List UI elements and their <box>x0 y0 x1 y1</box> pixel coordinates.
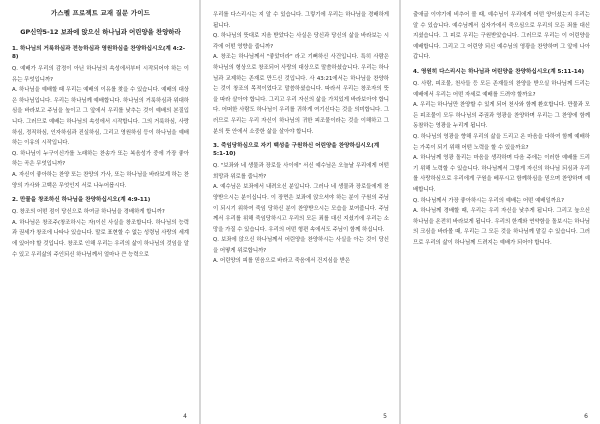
answer-text: A. 하나님께 영광 돌리는 마음을 생각하며 다음 주에는 이러한 예배를 드리기 위해 노력할 수 있습니다. 하나님께서 그렇게 자신의 하나님 되심과 우리를 사랑하심으로 우리에게 구원을 베푸시고 함께하심을 믿으며 찬양하며 예배합니다. <box>413 155 590 193</box>
answer-text: A. 예수님은 보좌에서 내려오신 분입니다. 그러나 네 생물과 장로들에게 찬양받으시는 분이십니다. 이 장면은 보좌에 앉으셔야 하는 분이 구원의 주님이 되시기 위하여 죽임 당하신 분이 찬양받으시는 모습을 보여줍니다. 주님께서 우리를 위해 죽임당하시고 우리의 모든 죄를 대신 지셨기에 우리는 소망을 가질 수 있습니다. 우리의 어떤 형편 속에서도 주님이 함께 하십니다. <box>213 184 389 233</box>
answer-text: A. 창조는 하나님께서 "좋았더라" 라고 기뻐하신 사건입니다. 특히 사람은 하나님의 형상으로 창조되어 사랑의 대상으로 말씀하셨습니다. 우리는 하나님과 교제하는 존재로 만드신 것입니다. 사 43:21에서는 하나님을 찬양하는 것이 창조의 목적이었다고 말씀하셨습니다. 따라서 우리는 창조자의 뜻을 따라 살아야 합니다. 그리고 우리 자신의 삶을 가치있게 바라보아야 합니다. 어떠한 사람도 하나님이 우리를 귀하게 여기신다는 것을 의미합니다. 그러므로 우리는 우리 자신이 하나님의 귀한 피조물이라는 것을 이해하고 그분의 뜻 안에서 소중한 삶을 살아야 합니다. <box>213 54 389 135</box>
page-5 <box>201 0 399 424</box>
question-text: Q. "보좌와 네 생물과 장로들 사이에" 서신 예수님은 오늘날 우리에게 어떤 희망과 위로를 줍니까? <box>213 163 389 180</box>
page-number: 6 <box>584 413 588 420</box>
page-6 <box>401 0 600 424</box>
question-text: Q. 하나님의 영광을 향해 우리의 삶을 드리고 온 마음을 다하여 함께 예배하는 가족이 되기 위해 어떤 노력을 할 수 있을까요? <box>413 133 590 151</box>
answer-text: A. 자신이 좋아하는 찬양 또는 찬양의 가사, 또는 하나님을 바라보게 하는 찬양의 가사와 고백은 무엇인지 서로 나누어봅시다. <box>12 171 189 189</box>
answer-text: A. 우리는 하나님만 찬양할 수 있게 되어 천사와 함께 환호합니다. 만물과 모든 피조물이 모두 하나님의 주권과 영광을 찬양하며 우리는 그 찬양에 함께 동참하는 영광을 누리게 됩니다. <box>413 102 590 130</box>
section-heading: 1. 하나님의 거룩하심과 전능하심과 영원하심을 찬양하십시오(계 4:2-8) <box>12 46 186 60</box>
answer-text: A. 하나님을 예배할 때 우리는 예배의 이유를 찾을 수 있습니다. 예배의 대상은 하나님입니다. 우리는 하나님께 예배합니다. 하나님의 거룩하심과 위대하심을 바라보고 주님을 높이고 그 앞에서 우리를 낮추는 것이 예배의 본질입니다. 그러므로 예배는 하나님의 속성에서 시작합니다. 그의 거룩하심, 사랑하심, 정직하심, 인자하심과 진실하심, 그리고 영원하심 등이 하나님을 예배하는 이유의 시작입니다. <box>12 87 189 147</box>
answer-text: A. 어린양의 피를 믿음으로 바라고 죽음에서 건지심을 받은 <box>213 258 351 265</box>
question-text: Q. 보좌에 앉으신 하나님께서 어린양을 찬양하시는 사실을 아는 것이 당신을 어떻게 위로합니까? <box>213 237 389 254</box>
section-heading: 3. 죽임당하심으로 자기 백성을 구원하신 어린양을 찬양하십시오(계 5:1-10) <box>213 143 380 158</box>
answer-text: A. 하나님은 창조주(창조하시는 자)이신 사실을 창조합니다. 하나님의 능력과 권세가 창조에 나타나 있습니다. 말로 표현할 수 없는 성령님 사랑의 세계에 있어야 할 것입니다. 창조로 인해 우리는 우리의 삶이 하나님의 것임을 알 수 있고 우리삶의 주인되신 하나님께서 얼마나 큰 능력으로 <box>12 219 189 258</box>
page-header: 가스펠 프로젝트 교재 질문 가이드 <box>51 9 150 17</box>
page-4 <box>0 0 199 424</box>
question-text: Q. 예배가 우리의 감정이 아닌 하나님의 속성에서부터 시작되어야 하는 이유는 무엇입니까? <box>12 66 189 83</box>
section-heading: 4. 영원히 다스리시는 하나님과 어린양을 찬양하십시오(계 5:11-14) <box>413 68 585 75</box>
lesson-title: GP신약5-12 보좌에 앉으신 하나님과 어린양을 찬양하라 <box>20 28 181 36</box>
page-number: 4 <box>183 413 187 420</box>
question-text: Q. 하나님께서 가장 좋아하시는 우리의 예배는 어떤 예배일까요? <box>413 197 564 204</box>
answer-text: 우리를 다스리시는 지 알 수 있습니다. 그렇기에 우리는 하나님을 경배하게 됩니다. <box>213 12 389 29</box>
question-text: Q. 하나님의 뜻대로 지음 받았다는 사실은 당신과 당신의 삶을 바라보는 시각에 어떤 영향을 줍니까? <box>213 33 389 50</box>
content <box>213 10 389 267</box>
answer-text: 출애굽 이야기에 비추어 볼 때, 예수님이 우리에게 어떤 양이셨는지 우리는 알 수 있습니다. 예수님께서 십자가에서 죽으심으로 우리의 모든 죄를 대신 지셨습니다. 그 피로 우리는 구원받았습니다. 그러므로 우리는 이 어린양을 예배합니다. 그리고 그 어린양 되신 예수님의 영광을 찬양하며 그 앞에 나아갑니다. <box>413 12 590 61</box>
content <box>12 45 189 260</box>
content <box>413 10 590 248</box>
page-number: 5 <box>383 413 387 420</box>
answer-text: A. 하나님께 경배할 때, 우리는 우리 자신을 낮추게 됩니다. 그리고 높으신 하나님을 온전히 바라보게 됩니다. 우리의 한계와 연약함을 돌보시는 하나님의 크심을 바라볼 때, 우리는 그 모든 것을 하나님께 맡길 수 있습니다. 그러므로 우리의 삶이 하나님께 드려지는 예배가 되어야 합니다. <box>413 208 590 246</box>
section-heading: 2. 만물을 창조하신 하나님을 찬양하십시오(계 4:9-11) <box>12 197 151 204</box>
question-text: Q. 창조의 어떤 점이 당신으로 하여금 하나님을 경배하게 합니까? <box>12 209 165 216</box>
question-text: Q. 하나님이 누구이신가를 노래하는 찬송가 또는 복음성가 중에 가장 좋아하는 곡은 무엇입니까? <box>12 150 189 168</box>
question-text: Q. 사람, 피조물, 천사들 등 모든 존재들의 찬양을 받으실 하나님께 드리는 예배에서 우리는 어떤 자세로 예배를 드려야 할까요? <box>413 80 590 98</box>
